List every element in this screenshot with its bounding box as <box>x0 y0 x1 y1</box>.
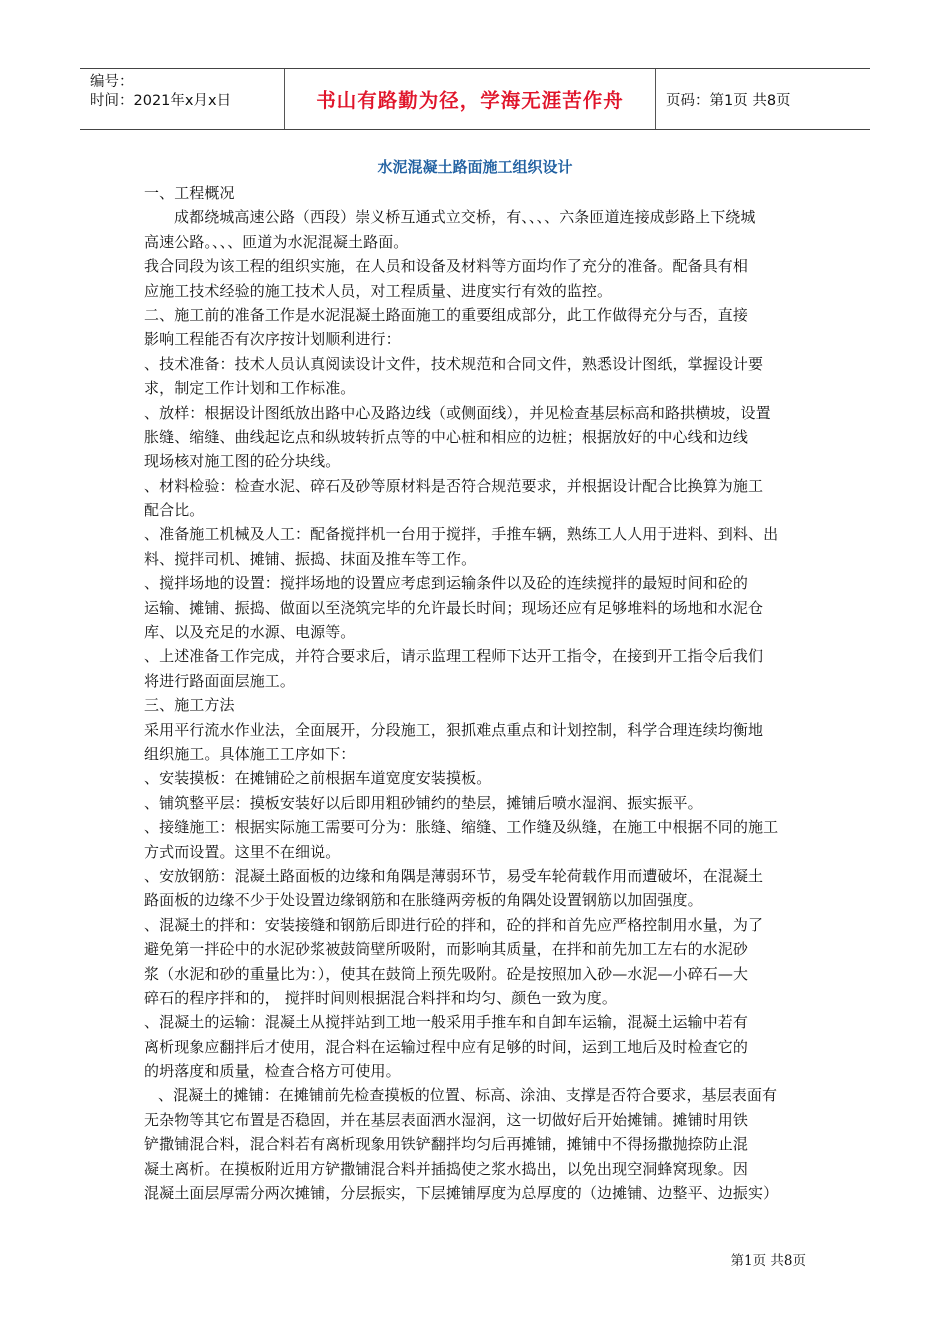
body-line: 浆（水泥和砂的重量比为：），使其在鼓筒上预先吸附。砼是按照加入砂—水泥—小碎石—大 <box>144 964 749 983</box>
body-line: 、技术准备：技术人员认真阅读设计文件，技术规范和合同文件，熟悉设计图纸，掌握设计要 <box>144 354 764 373</box>
body-line: 铲撒铺混合料，混合料若有离析现象用铁铲翻拌均匀后再摊铺，摊铺中不得扬撒抛捺防止混 <box>144 1135 749 1154</box>
body-line: 混凝土面层厚需分两次摊铺，分层振实，下层摊铺厚度为总厚度的（边摊铺、边整平、边振实） <box>144 1184 779 1203</box>
body-line: 、安放钢筋：混凝土路面板的边缘和角隅是薄弱环节，易受车轮荷载作用而遭破坏，在混凝土 <box>144 866 764 885</box>
body-line: 库、以及充足的水源、电源等。 <box>144 623 356 642</box>
body-line: 避免第一拌砼中的水泥砂浆被鼓筒壁所吸附，而影响其质量，在拌和前先加工左右的水泥砂 <box>144 940 749 959</box>
page-footer: 第1页 共8页 <box>730 1253 806 1269</box>
body-line: 、混凝土的运输：混凝土从搅拌站到工地一般采用手推车和自卸车运输，混凝土运输中若有 <box>144 1013 749 1032</box>
body-line: 现场核对施工图的砼分块线。 <box>144 452 341 471</box>
body-line: 、安装摸板：在摊铺砼之前根据车道宽度安装摸板。 <box>144 769 492 788</box>
header-meta <box>80 69 284 129</box>
body-line: 胀缝、缩缝、曲线起讫点和纵坡转折点等的中心桩和相应的边桩；根据放好的中心线和边线 <box>144 427 749 446</box>
body-line: 路面板的边缘不少于处设置边缘钢筋和在胀缝两旁板的角隅处设置钢筋以加固强度。 <box>144 891 703 910</box>
body-line: 、放样：根据设计图纸放出路中心及路边线（或侧面线），并见检查基层标高和路拱横坡，设置 <box>144 403 771 422</box>
header-motto: 书山有路勤为径，学海无涯苦作舟 <box>284 69 656 129</box>
body-line: 组织施工。具体施工工序如下： <box>144 744 356 763</box>
body-line: 三、施工方法 <box>144 696 235 715</box>
number-label: 编号： <box>90 74 134 90</box>
body-line: 应施工技术经验的施工技术人员，对工程质量、进度实行有效的监控。 <box>144 281 613 300</box>
body-line: 采用平行流水作业法，全面展开，分段施工，狠抓难点重点和计划控制，科学合理连续均衡地 <box>144 720 764 739</box>
body-line: 、接缝施工：根据实际施工需要可分为：胀缝、缩缝、工作缝及纵缝，在施工中根据不同的施工 <box>144 818 779 837</box>
page-header <box>80 68 870 130</box>
body-line: 、搅拌场地的设置：搅拌场地的设置应考虑到运输条件以及砼的连续搅拌的最短时间和砼的 <box>144 574 749 593</box>
body-line: 、混凝土的摊铺：在摊铺前先检查摸板的位置、标高、涂油、支撑是否符合要求，基层表面有 <box>158 1086 778 1105</box>
body-line: 、准备施工机械及人工：配备搅拌机一台用于搅拌，手推车辆，熟练工人人用于进料、到料、出 <box>144 525 779 544</box>
document-title: 水泥混凝土路面施工组织设计 <box>377 158 573 176</box>
body-line: 、上述准备工作完成，并符合要求后，请示监理工程师下达开工指令，在接到开工指令后我们 <box>144 647 764 666</box>
body-line: 、材料检验：检查水泥、碎石及砂等原材料是否符合规范要求，并根据设计配合比换算为施工 <box>144 476 764 495</box>
time-label: 时间：2021年x月x日 <box>90 93 232 109</box>
body-line: 方式而设置。这里不在细说。 <box>144 842 341 861</box>
body-line: 我合同段为该工程的组织实施，在人员和设备及材料等方面均作了充分的准备。配备具有相 <box>144 257 749 276</box>
document-body <box>144 181 809 1205</box>
header-page-label: 页码：第1页 共8页 <box>666 92 791 109</box>
body-line: 成都绕城高速公路（西段）崇义桥互通式立交桥，有、、、、六条匝道连接成彭路上下绕城 <box>174 208 756 227</box>
body-line: 影响工程能否有次序按计划顺利进行： <box>144 330 401 349</box>
body-line: 料、搅拌司机、摊铺、振捣、抹面及推车等工作。 <box>144 549 477 568</box>
body-line: 将进行路面面层施工。 <box>144 671 296 690</box>
body-line: 离析现象应翻拌后才使用，混合料在运输过程中应有足够的时间，运到工地后及时检查它的 <box>144 1037 749 1056</box>
body-line: 求，制定工作计划和工作标准。 <box>144 379 356 398</box>
body-line: 的坍落度和质量，检查合格方可使用。 <box>144 1062 401 1081</box>
body-line: 运输、摊铺、振捣、做面以至浇筑完毕的允许最长时间；现场还应有足够堆料的场地和水泥仓 <box>144 598 764 617</box>
body-line: 、铺筑整平层：摸板安装好以后即用粗砂铺约的垫层，摊铺后喷水湿润、振实振平。 <box>144 793 703 812</box>
body-line: 无杂物等其它布置是否稳固，并在基层表面洒水湿润，这一切做好后开始摊铺。摊铺时用铁 <box>144 1110 749 1129</box>
body-line: 、混凝土的拌和：安装接缝和钢筋后即进行砼的拌和，砼的拌和首先应严格控制用水量，为了 <box>144 915 764 934</box>
body-line: 二、施工前的准备工作是水泥混凝土路面施工的重要组成部分，此工作做得充分与否，直接 <box>144 305 749 324</box>
body-line: 碎石的程序拌和的， 搅拌时间则根据混合料拌和均匀、颜色一致为度。 <box>144 988 617 1007</box>
body-line: 配合比。 <box>144 501 205 520</box>
body-line: 凝土离析。在摸板附近用方铲撒铺混合料并插捣使之浆水捣出，以免出现空洞蜂窝现象。因 <box>144 1159 749 1178</box>
body-line: 高速公路。、、、匝道为水泥混凝土路面。 <box>144 232 409 251</box>
body-line: 一、工程概况 <box>144 184 235 202</box>
